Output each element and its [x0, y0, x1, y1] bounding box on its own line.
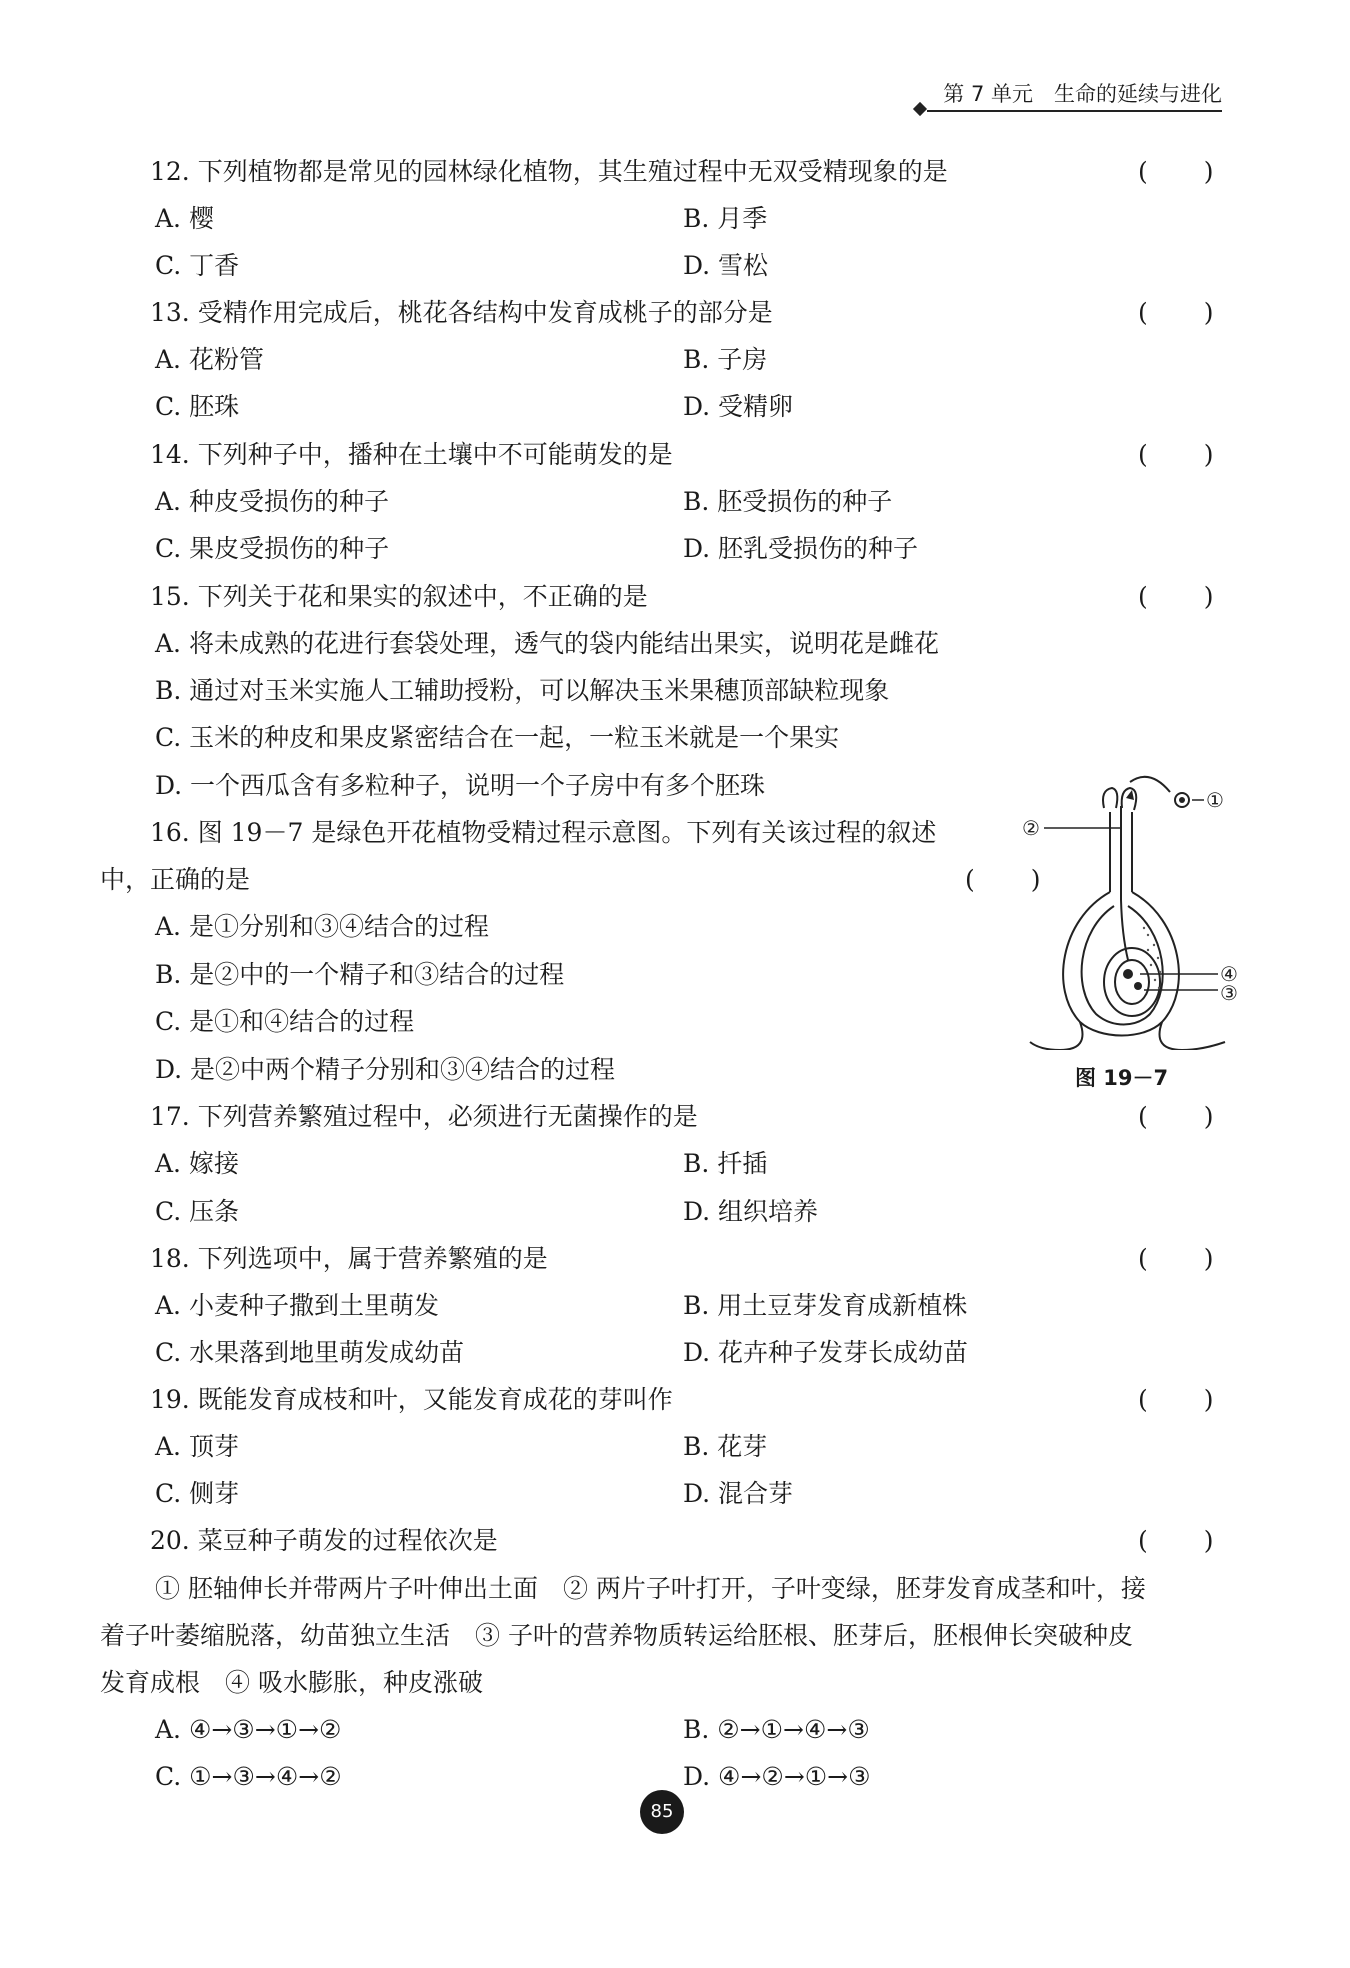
- running-header: [915, 78, 1222, 114]
- q13-answer-paren[interactable]: ( ): [1138, 298, 1216, 327]
- q20-option-d: D. ④→②→①→③: [683, 1762, 871, 1791]
- q19-option-a: A. 顶芽: [155, 1432, 239, 1461]
- q17-option-d: D. 组织培养: [683, 1197, 819, 1226]
- q20-step-line3: 发育成根 ④ 吸水膨胀，种皮涨破: [100, 1668, 483, 1697]
- q20-answer-paren[interactable]: ( ): [1138, 1526, 1216, 1555]
- q20-stem: 20. 菜豆种子萌发的过程依次是: [150, 1526, 498, 1555]
- q20-option-c: C. ①→③→④→②: [155, 1762, 342, 1791]
- q20-step-line2: 着子叶萎缩脱落，幼苗独立生活 ③ 子叶的营养物质转运给胚根、胚芽后，胚根伸长突破种皮: [100, 1621, 1133, 1650]
- q14-answer-paren[interactable]: ( ): [1138, 440, 1216, 469]
- figure-label-4: ④: [1220, 962, 1238, 986]
- q14-stem: 14. 下列种子中，播种在土壤中不可能萌发的是: [150, 440, 673, 469]
- q12-option-d: D. 雪松: [683, 251, 769, 280]
- q17-option-c: C. 压条: [155, 1197, 240, 1226]
- q13-option-a: A. 花粉管: [155, 345, 264, 374]
- q14-option-a: A. 种皮受损伤的种子: [155, 487, 389, 516]
- q15-option-a: A. 将未成熟的花进行套袋处理，透气的袋内能结出果实，说明花是雌花: [155, 629, 939, 658]
- q12-stem: 12. 下列植物都是常见的园林绿化植物，其生殖过程中无双受精现象的是: [150, 157, 948, 186]
- q17-option-a: A. 嫁接: [155, 1149, 239, 1178]
- q18-stem: 18. 下列选项中，属于营养繁殖的是: [150, 1244, 548, 1273]
- q18-option-b: B. 用土豆芽发育成新植株: [683, 1291, 968, 1320]
- fertilization-diagram: [1020, 760, 1250, 1050]
- page-number: 85: [640, 1790, 684, 1834]
- q18-answer-paren[interactable]: ( ): [1138, 1244, 1216, 1273]
- q17-stem: 17. 下列营养繁殖过程中，必须进行无菌操作的是: [150, 1102, 698, 1131]
- q14-option-d: D. 胚乳受损伤的种子: [683, 534, 919, 563]
- q14-option-c: C. 果皮受损伤的种子: [155, 534, 390, 563]
- figure-label-2: ②: [1022, 816, 1040, 840]
- q20-option-b: B. ②→①→④→③: [683, 1715, 870, 1744]
- q18-option-c: C. 水果落到地里萌发成幼苗: [155, 1338, 465, 1367]
- figure-label-3: ③: [1220, 981, 1238, 1005]
- q17-option-b: B. 扦插: [683, 1149, 768, 1178]
- q20-step-line1: ① 胚轴伸长并带两片子叶伸出土面 ② 两片子叶打开，子叶变绿，胚芽发育成茎和叶，接: [155, 1574, 1146, 1603]
- q15-option-c: C. 玉米的种皮和果皮紧密结合在一起，一粒玉米就是一个果实: [155, 723, 840, 752]
- q16-option-d: D. 是②中两个精子分别和③④结合的过程: [155, 1055, 616, 1084]
- figure-label-1: ①: [1206, 788, 1224, 812]
- q15-option-b: B. 通过对玉米实施人工辅助授粉，可以解决玉米果穗顶部缺粒现象: [155, 676, 890, 705]
- figure-caption: 图 19－7: [1075, 1066, 1169, 1090]
- q12-option-a: A. 樱: [155, 204, 214, 233]
- q18-option-a: A. 小麦种子撒到土里萌发: [155, 1291, 439, 1320]
- q19-option-c: C. 侧芽: [155, 1479, 240, 1508]
- q20-option-a: A. ④→③→①→②: [155, 1715, 342, 1744]
- q16-stem-line2: 中，正确的是: [100, 865, 251, 894]
- q16-stem-line1: 16. 图 19－7 是绿色开花植物受精过程示意图。下列有关该过程的叙述: [150, 818, 937, 847]
- header-title: 第 7 单元 生命的延续与进化: [943, 82, 1222, 106]
- header-rule: [927, 110, 1222, 112]
- q16-option-c: C. 是①和④结合的过程: [155, 1007, 415, 1036]
- q16-option-b: B. 是②中的一个精子和③结合的过程: [155, 960, 565, 989]
- q19-stem: 19. 既能发育成枝和叶，又能发育成花的芽叫作: [150, 1385, 673, 1414]
- q16-answer-paren[interactable]: ( ): [965, 865, 1043, 894]
- q15-option-d: D. 一个西瓜含有多粒种子，说明一个子房中有多个胚珠: [155, 771, 766, 800]
- q17-answer-paren[interactable]: ( ): [1138, 1102, 1216, 1131]
- q19-option-b: B. 花芽: [683, 1432, 768, 1461]
- q12-option-b: B. 月季: [683, 204, 768, 233]
- q13-option-b: B. 子房: [683, 345, 768, 374]
- q12-option-c: C. 丁香: [155, 251, 240, 280]
- header-diamond-icon: [913, 102, 927, 116]
- q18-option-d: D. 花卉种子发芽长成幼苗: [683, 1338, 969, 1367]
- q16-option-a: A. 是①分别和③④结合的过程: [155, 912, 489, 941]
- q13-stem: 13. 受精作用完成后，桃花各结构中发育成桃子的部分是: [150, 298, 773, 327]
- q13-option-d: D. 受精卵: [683, 392, 794, 421]
- q14-option-b: B. 胚受损伤的种子: [683, 487, 893, 516]
- q19-option-d: D. 混合芽: [683, 1479, 794, 1508]
- q15-answer-paren[interactable]: ( ): [1138, 582, 1216, 611]
- q15-stem: 15. 下列关于花和果实的叙述中，不正确的是: [150, 582, 648, 611]
- q19-answer-paren[interactable]: ( ): [1138, 1385, 1216, 1414]
- q13-option-c: C. 胚珠: [155, 392, 240, 421]
- q12-answer-paren[interactable]: ( ): [1138, 157, 1216, 186]
